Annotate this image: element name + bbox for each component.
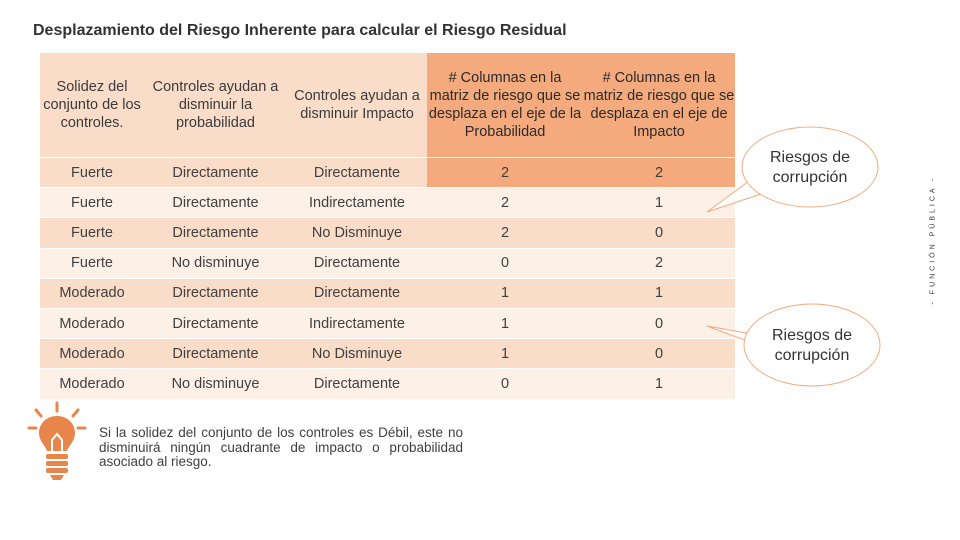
lightbulb-icon: [26, 400, 88, 482]
table-cell: Directamente: [144, 339, 287, 369]
table-cell: Directamente: [144, 308, 287, 338]
table-cell: 0: [583, 218, 735, 248]
table-cell: Moderado: [40, 369, 144, 399]
table-cell: Directamente: [287, 278, 427, 308]
table-cell: Directamente: [287, 248, 427, 278]
table-cell: 0: [583, 308, 735, 338]
table-cell: 1: [427, 308, 583, 338]
table-cell: Directamente: [287, 369, 427, 399]
table-cell: 2: [427, 158, 583, 188]
table-cell: Fuerte: [40, 248, 144, 278]
table-cell: No Disminuye: [287, 218, 427, 248]
table-cell: 2: [427, 188, 583, 218]
callout-top-text: Riesgos de corrupción: [769, 149, 851, 186]
header-solidez: Solidez del conjunto de los controles.: [40, 53, 144, 158]
table-cell: No disminuye: [144, 248, 287, 278]
side-label-text: - FUNCIÓN PÚBLICA -: [929, 175, 937, 305]
table-cell: 1: [583, 278, 735, 308]
table-cell: 1: [427, 339, 583, 369]
table-cell: 1: [583, 188, 735, 218]
table-cell: Fuerte: [40, 218, 144, 248]
note-text: Si la solidez del conjunto de los controles es Débil, este no disminuirá ningún cuadrante de impacto o probabilidad asociado al riesgo.: [99, 425, 463, 469]
table-cell: Directamente: [144, 278, 287, 308]
header-impacto: Controles ayudan a disminuir Impacto: [287, 53, 427, 158]
table-cell: Directamente: [287, 158, 427, 188]
table-cell: Moderado: [40, 308, 144, 338]
page-title: Desplazamiento del Riesgo Inherente para calcular el Riesgo Residual: [33, 22, 567, 39]
table-cell: 0: [427, 248, 583, 278]
header-columnas-probabilidad: # Columnas en la matriz de riesgo que se desplaza en el eje de la Probabilidad: [427, 53, 583, 158]
table-cell: 2: [583, 158, 735, 188]
callout-bottom-text: Riesgos de corrupción: [771, 327, 853, 364]
header-columnas-impacto: # Columnas en la matriz de riesgo que se desplaza en el eje de Impacto: [583, 53, 735, 158]
header-probabilidad: Controles ayudan a disminuir la probabilidad: [144, 53, 287, 158]
table-cell: Indirectamente: [287, 188, 427, 218]
table-cell: 0: [427, 369, 583, 399]
table-cell: Directamente: [144, 158, 287, 188]
table-cell: 2: [583, 248, 735, 278]
table-cell: 2: [427, 218, 583, 248]
table-cell: 0: [583, 339, 735, 369]
table-cell: Fuerte: [40, 188, 144, 218]
table-cell: Moderado: [40, 339, 144, 369]
table-cell: No disminuye: [144, 369, 287, 399]
table-cell: Indirectamente: [287, 308, 427, 338]
table-cell: Directamente: [144, 188, 287, 218]
table-cell: 1: [427, 278, 583, 308]
table-cell: Directamente: [144, 218, 287, 248]
table-cell: 1: [583, 369, 735, 399]
table-cell: No Disminuye: [287, 339, 427, 369]
table-cell: Moderado: [40, 278, 144, 308]
side-label: [928, 175, 938, 305]
table-cell: Fuerte: [40, 158, 144, 188]
